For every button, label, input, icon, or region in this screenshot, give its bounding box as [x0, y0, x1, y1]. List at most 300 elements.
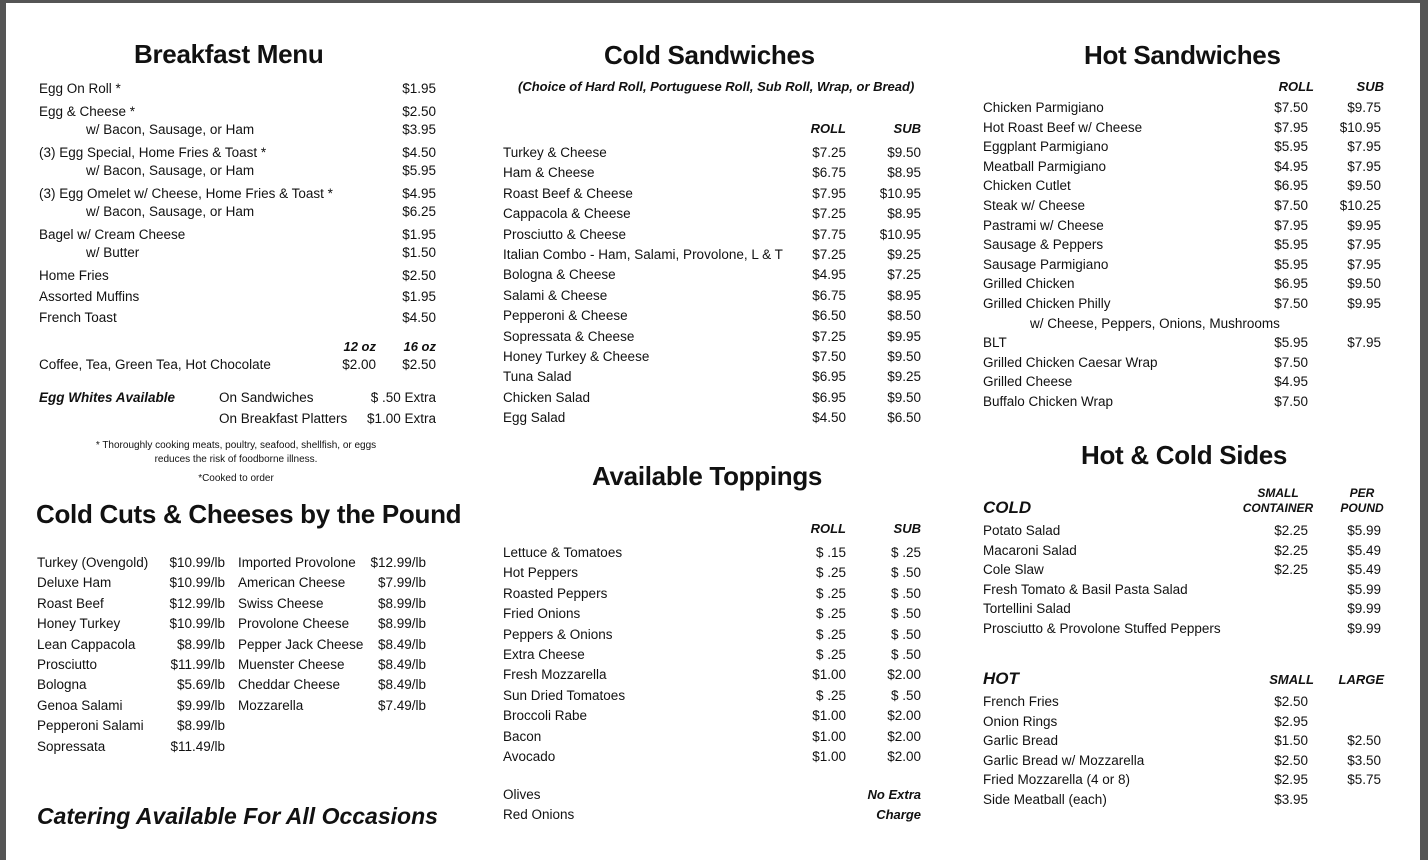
coldcut-meat-row	[37, 553, 237, 573]
cold-sandwich-name: Roast Beef & Cheese	[503, 185, 633, 201]
topping-row	[503, 686, 923, 706]
foodborne-disclaimer-line1: * Thoroughly cooking meats, poultry, seafood, shellfish, or eggs	[95, 440, 377, 451]
breakfast-item-name: Egg On Roll *	[39, 81, 121, 96]
hot-sandwich-roll-price: $6.95	[1274, 178, 1308, 194]
cold-side-row	[983, 580, 1388, 600]
hot-side-small-price: $2.50	[1274, 694, 1308, 709]
hot-sandwich-roll-price: $5.95	[1274, 237, 1308, 253]
topping-name: Avocado	[503, 749, 556, 764]
cold-sandwich-row	[503, 225, 923, 245]
cold-sandwich-roll-price: $6.50	[812, 308, 846, 324]
egg-whites-price-2: $1.00 Extra	[366, 411, 436, 426]
topping-name: Peppers & Onions	[503, 626, 613, 642]
cold-sandwich-row	[503, 408, 923, 428]
cold-sandwich-name: Turkey & Cheese	[503, 145, 607, 160]
topping-roll-price: $ .15	[815, 545, 846, 560]
coldcuts-title: Cold Cuts & Cheeses by the Pound	[36, 499, 462, 529]
breakfast-item-name: Assorted Muffins	[39, 289, 140, 304]
cold-sandwich-row	[503, 184, 923, 204]
hot-sandwich-roll-price: $7.95	[1274, 119, 1308, 135]
hot-sandwich-name: BLT	[983, 335, 1007, 351]
cold-sandwich-row	[503, 306, 923, 326]
cold-side-pound-price: $5.99	[1347, 523, 1381, 538]
cold-sandwich-row	[503, 327, 923, 347]
hot-roll-header: ROLL	[1278, 79, 1314, 94]
cold-side-small-price: $2.25	[1274, 523, 1308, 538]
topping-sub-price: $ .50	[890, 585, 921, 601]
cold-sides-label: COLD	[983, 498, 1032, 517]
topping-sub-price: $ .25	[890, 545, 921, 560]
topping-sub-price: $ .50	[890, 647, 921, 662]
topping-sub-price: $ .50	[890, 626, 921, 642]
cold-sandwich-name: Egg Salad	[503, 410, 566, 426]
free-topping-label: Red Onions	[503, 807, 575, 822]
topping-row	[503, 584, 923, 604]
drinks-name: Coffee, Tea, Green Tea, Hot Chocolate	[39, 357, 271, 372]
sides-title: Hot & Cold Sides	[1081, 440, 1288, 470]
breakfast-item-price: $4.50	[402, 310, 436, 325]
breakfast-item-name: French Toast	[39, 310, 117, 325]
coldcut-meat-price: $10.99/lb	[169, 555, 225, 570]
hot-sandwich-name: Grilled Chicken	[983, 276, 1075, 292]
hot-sandwich-row	[983, 157, 1388, 177]
hot-side-row	[983, 751, 1388, 771]
breakfast-item-name: w/ Bacon, Sausage, or Ham	[86, 122, 255, 137]
cold-sandwich-sub-price: $9.25	[887, 369, 921, 385]
hot-sandwich-name: Sausage & Peppers	[983, 237, 1104, 253]
breakfast-item-name: Bagel w/ Cream Cheese	[39, 227, 186, 242]
cold-sandwich-roll-price: $7.25	[812, 247, 846, 262]
breakfast-item-name: (3) Egg Special, Home Fries & Toast *	[39, 145, 267, 160]
toppings-roll-header: ROLL	[810, 521, 846, 536]
hot-sandwich-sub-price: $9.50	[1347, 178, 1381, 194]
no-extra-charge-note-1: No Extra	[867, 787, 921, 802]
hot-sandwich-sub-price: $9.95	[1347, 296, 1381, 311]
hot-sandwich-row	[983, 353, 1388, 373]
hot-sandwich-roll-price: $7.50	[1274, 296, 1308, 311]
coldcut-cheese-row	[238, 614, 428, 634]
topping-name: Extra Cheese	[503, 647, 585, 662]
breakfast-item	[39, 287, 439, 307]
hot-sandwich-sub-price: $9.95	[1347, 217, 1381, 233]
breakfast-item	[39, 161, 439, 181]
per-pound-header	[1332, 486, 1392, 516]
hot-side-row	[983, 692, 1388, 712]
coldcut-meat-price: $5.69/lb	[176, 677, 225, 693]
cold-sandwich-name: Prosciutto & Cheese	[503, 226, 627, 242]
cold-sandwich-roll-price: $7.95	[812, 185, 846, 201]
cold-side-pound-price: $9.99	[1347, 621, 1381, 636]
cold-sandwich-row	[503, 367, 923, 387]
hot-sandwich-roll-price: $4.95	[1274, 374, 1308, 390]
coldcut-cheese-price: $7.99/lb	[377, 575, 426, 591]
cold-sandwich-row	[503, 265, 923, 285]
hot-side-small-price: $2.95	[1274, 772, 1308, 788]
breakfast-item-name: w/ Butter	[86, 245, 140, 260]
coldcut-cheese-row	[238, 635, 428, 655]
size-12oz-header: 12 oz	[343, 339, 376, 354]
breakfast-item	[39, 79, 439, 99]
topping-roll-price: $1.00	[812, 667, 846, 683]
hot-side-name: Fried Mozzarella (4 or 8)	[983, 772, 1131, 788]
coldcut-meat-name: Honey Turkey	[37, 616, 121, 632]
coldcut-meat-name: Lean Cappacola	[37, 636, 136, 652]
cold-sandwich-name: Honey Turkey & Cheese	[503, 349, 650, 364]
topping-roll-price: $ .25	[815, 565, 846, 581]
breakfast-item-name: w/ Bacon, Sausage, or Ham	[86, 163, 255, 178]
hot-side-name: French Fries	[983, 694, 1059, 709]
cold-sandwich-roll-price: $7.50	[812, 349, 846, 364]
coldcut-meat-row	[37, 635, 237, 655]
topping-roll-price: $1.00	[812, 749, 846, 764]
coldcut-meat-row	[37, 655, 237, 675]
coldcut-meat-price: $8.99/lb	[176, 636, 225, 652]
cold-sandwich-roll-price: $7.25	[812, 328, 846, 344]
topping-name: Lettuce & Tomatoes	[503, 545, 623, 560]
egg-whites-option-2: On Breakfast Platters	[219, 411, 348, 426]
hot-sandwich-name: Buffalo Chicken Wrap	[983, 394, 1114, 409]
drinks-price-12oz: $2.00	[342, 357, 376, 372]
coldcut-cheese-name: Cheddar Cheese	[238, 677, 341, 693]
coldcut-cheese-price: $7.49/lb	[377, 697, 426, 713]
cold-sandwich-sub-price: $9.25	[887, 247, 921, 262]
cold-side-row	[983, 619, 1388, 639]
hot-sandwich-row	[983, 392, 1388, 412]
coldcut-meat-price: $11.49/lb	[170, 738, 225, 754]
hot-sandwiches-title: Hot Sandwiches	[1084, 40, 1281, 70]
hot-side-name: Garlic Bread	[983, 733, 1059, 749]
coldcut-meat-price: $11.99/lb	[170, 657, 225, 672]
hot-sandwich-name: Steak w/ Cheese	[983, 198, 1086, 213]
hot-sandwich-roll-price: $4.95	[1274, 158, 1308, 174]
breakfast-item	[39, 143, 439, 163]
coldcut-cheese-price: $8.99/lb	[377, 616, 426, 632]
hot-side-small-price: $1.50	[1274, 733, 1308, 749]
cold-sandwich-sub-price: $8.95	[887, 287, 921, 303]
breakfast-item	[39, 120, 439, 140]
coldcut-cheese-row	[238, 696, 428, 716]
cold-side-row	[983, 599, 1388, 619]
breakfast-item-price: $3.95	[402, 122, 436, 137]
breakfast-item-price: $4.50	[402, 145, 436, 160]
cold-side-pound-price: $9.99	[1347, 601, 1381, 617]
hot-sandwich-sub-price: $7.95	[1347, 237, 1381, 253]
hot-sandwich-name: Chicken Cutlet	[983, 178, 1071, 194]
cold-sandwich-roll-price: $7.25	[812, 206, 846, 222]
egg-whites-row-1	[39, 388, 439, 408]
cold-sandwich-sub-price: $6.50	[887, 410, 921, 426]
egg-whites-price-1: $ .50 Extra	[370, 390, 436, 405]
hot-sandwich-sub-price: $9.50	[1347, 276, 1381, 292]
coldcut-cheese-row	[238, 573, 428, 593]
coldcut-meat-price: $12.99/lb	[169, 595, 225, 611]
hot-sandwich-name: Hot Roast Beef w/ Cheese	[983, 119, 1143, 135]
hot-side-small-price: $2.95	[1274, 713, 1308, 729]
cold-sandwich-name: Cappacola & Cheese	[503, 206, 631, 222]
coldcut-cheese-name: Muenster Cheese	[238, 657, 345, 672]
cold-side-small-price: $2.25	[1274, 562, 1308, 578]
breakfast-item	[39, 202, 439, 222]
topping-sub-price: $2.00	[887, 667, 921, 683]
coldcut-cheese-price: $8.49/lb	[377, 677, 426, 693]
topping-name: Fresh Mozzarella	[503, 667, 607, 683]
cold-side-name: Macaroni Salad	[983, 542, 1077, 558]
coldcut-cheese-name: Pepper Jack Cheese	[238, 636, 364, 652]
cold-sandwiches-subtitle: (Choice of Hard Roll, Portuguese Roll, Sub Roll, Wrap, or Bread)	[518, 79, 915, 94]
cold-sandwich-roll-price: $6.95	[812, 389, 846, 405]
breakfast-item	[39, 243, 439, 263]
hot-sandwich-row	[983, 176, 1388, 196]
cold-sandwich-name: Salami & Cheese	[503, 287, 608, 303]
breakfast-title: Breakfast Menu	[134, 39, 324, 69]
cold-sandwich-sub-price: $8.50	[887, 308, 921, 324]
topping-roll-price: $ .25	[815, 687, 846, 703]
cold-sandwich-roll-price: $6.75	[812, 287, 846, 303]
cold-sandwich-roll-price: $7.75	[812, 226, 846, 242]
free-topping-label: Olives	[503, 787, 541, 802]
hot-sandwich-sub-price: $7.95	[1347, 139, 1381, 155]
coldcut-meat-row	[37, 675, 237, 695]
coldcut-cheese-price: $12.99/lb	[370, 555, 426, 570]
topping-roll-price: $1.00	[812, 728, 846, 744]
hot-sandwich-name: Eggplant Parmigiano	[983, 139, 1109, 155]
cold-side-row	[983, 541, 1388, 561]
per-header-line: PER	[1349, 486, 1375, 500]
coldcut-meat-name: Sopressata	[37, 738, 106, 754]
hot-sandwich-roll-price: $5.95	[1274, 256, 1308, 272]
hot-side-row	[983, 770, 1388, 790]
hot-sandwich-sub-price: $7.95	[1347, 158, 1381, 174]
hot-sandwich-name: Chicken Parmigiano	[983, 100, 1104, 115]
no-extra-charge-note-2: Charge	[876, 807, 921, 822]
topping-row	[503, 706, 923, 726]
hot-sandwich-row	[983, 294, 1388, 314]
drinks-price-16oz: $2.50	[402, 357, 436, 372]
cold-sandwich-row	[503, 286, 923, 306]
menu-sheet	[6, 3, 1420, 860]
hot-sandwich-row	[983, 216, 1388, 236]
hot-sides-label: HOT	[983, 669, 1019, 688]
coldcut-meat-row	[37, 614, 237, 634]
small-container-header	[1228, 486, 1328, 516]
hot-side-row	[983, 712, 1388, 732]
topping-row	[503, 625, 923, 645]
cold-sandwich-row	[503, 347, 923, 367]
hot-sandwich-roll-price: $7.50	[1274, 354, 1308, 370]
topping-row	[503, 563, 923, 583]
cold-sandwich-sub-price: $9.95	[887, 328, 921, 344]
cooked-to-order-note: *Cooked to order	[198, 473, 274, 484]
cold-sandwich-name: Tuna Salad	[503, 369, 572, 385]
coldcut-cheese-row	[238, 553, 428, 573]
egg-whites-option-1: On Sandwiches	[219, 390, 314, 405]
hot-side-small-price: $3.95	[1274, 792, 1308, 807]
hot-sandwich-name: Grilled Chicken Philly	[983, 296, 1111, 311]
topping-name: Hot Peppers	[503, 565, 579, 581]
cold-side-small-price: $2.25	[1274, 542, 1308, 558]
cold-sandwich-name: Pepperoni & Cheese	[503, 308, 628, 324]
hot-side-large-price: $3.50	[1347, 752, 1381, 768]
hot-sandwich-name: Sausage Parmigiano	[983, 256, 1109, 272]
coldcut-meat-name: Prosciutto	[37, 657, 98, 672]
hot-side-name: Onion Rings	[983, 713, 1058, 729]
hot-sandwich-row	[983, 98, 1388, 118]
hot-sandwich-roll-price: $7.50	[1274, 394, 1308, 409]
cold-sandwich-sub-price: $10.95	[879, 226, 921, 242]
cold-sandwich-name: Bologna & Cheese	[503, 267, 616, 283]
breakfast-item-price: $6.25	[402, 204, 436, 219]
topping-row	[503, 645, 923, 665]
topping-row	[503, 747, 923, 767]
cold-sandwich-sub-price: $8.95	[887, 165, 921, 181]
hot-sandwich-name: Pastrami w/ Cheese	[983, 217, 1104, 233]
coldcut-cheese-price: $8.99/lb	[377, 595, 426, 611]
egg-whites-label: Egg Whites Available	[39, 390, 176, 405]
topping-name: Broccoli Rabe	[503, 708, 588, 724]
cold-side-name: Fresh Tomato & Basil Pasta Salad	[983, 581, 1188, 597]
coldcut-cheese-name: Mozzarella	[238, 697, 304, 713]
topping-roll-price: $ .25	[815, 647, 846, 662]
hot-sandwich-roll-price: $6.95	[1274, 276, 1308, 292]
breakfast-item-price: $2.50	[402, 104, 436, 119]
cold-sandwich-roll-price: $4.95	[812, 267, 846, 283]
coldcut-meat-price: $8.99/lb	[176, 718, 225, 734]
small-header-line: SMALL	[1257, 486, 1299, 500]
hot-sandwich-roll-price: $7.50	[1274, 100, 1308, 115]
topping-sub-price: $2.00	[887, 749, 921, 764]
hot-sandwich-row	[983, 372, 1388, 392]
breakfast-item-name: Home Fries	[39, 268, 109, 283]
hot-sandwich-sub-price: $10.25	[1339, 198, 1381, 213]
hot-sandwich-row	[983, 274, 1388, 294]
cold-sandwich-row	[503, 143, 923, 163]
breakfast-item	[39, 225, 439, 245]
topping-roll-price: $1.00	[812, 708, 846, 724]
size-16oz-header: 16 oz	[403, 339, 436, 354]
topping-sub-price: $2.00	[887, 708, 921, 724]
egg-whites-row-2	[39, 409, 439, 429]
cold-sandwich-row	[503, 163, 923, 183]
cold-sandwich-sub-price: $9.50	[887, 349, 921, 364]
topping-sub-price: $ .50	[890, 687, 921, 703]
breakfast-item	[39, 184, 439, 204]
coldcut-meat-name: Bologna	[37, 677, 87, 693]
coldcut-cheese-name: Swiss Cheese	[238, 595, 324, 611]
topping-sub-price: $ .50	[890, 565, 921, 581]
breakfast-item-price: $1.95	[402, 81, 436, 96]
coldcut-cheese-price: $8.49/lb	[377, 636, 426, 652]
breakfast-item	[39, 266, 439, 286]
hot-sub-header: SUB	[1356, 79, 1384, 94]
coldcut-meat-row	[37, 737, 237, 757]
breakfast-item-price: $1.95	[402, 227, 436, 242]
topping-row	[503, 604, 923, 624]
coldcut-cheese-row	[238, 594, 428, 614]
hot-sandwich-name: Meatball Parmigiano	[983, 158, 1107, 174]
hot-sandwich-sub-price: $10.95	[1339, 119, 1381, 135]
hot-side-name: Side Meatball (each)	[983, 792, 1107, 807]
hot-large-header: LARGE	[1338, 672, 1384, 687]
breakfast-item-name: (3) Egg Omelet w/ Cheese, Home Fries & Toast *	[39, 186, 333, 201]
topping-roll-price: $ .25	[815, 606, 846, 622]
topping-sub-price: $2.00	[887, 728, 921, 744]
coldcut-meat-price: $9.99/lb	[176, 697, 225, 713]
breakfast-item-price: $1.50	[402, 245, 436, 260]
coldcut-meat-price: $10.99/lb	[169, 575, 225, 591]
breakfast-item	[39, 308, 439, 328]
coldcut-meat-row	[37, 716, 237, 736]
toppings-sub-header: SUB	[893, 521, 921, 536]
cold-side-name: Prosciutto & Provolone Stuffed Peppers	[983, 621, 1221, 636]
topping-row	[503, 543, 923, 563]
coldcut-meat-row	[37, 594, 237, 614]
breakfast-item	[39, 102, 439, 122]
coldcut-meat-name: Deluxe Ham	[37, 575, 112, 591]
hot-side-row	[983, 790, 1388, 810]
container-header-line: CONTAINER	[1242, 501, 1314, 515]
breakfast-item-price: $4.95	[402, 186, 436, 201]
toppings-title: Available Toppings	[592, 461, 823, 491]
coldcut-meat-name: Pepperoni Salami	[37, 718, 144, 734]
cold-sandwich-name: Chicken Salad	[503, 389, 591, 405]
cold-sandwich-row	[503, 204, 923, 224]
hot-sandwich-roll-price: $5.95	[1274, 139, 1308, 155]
hot-sandwich-roll-price: $5.95	[1274, 335, 1308, 351]
catering-banner: Catering Available For All Occasions	[37, 803, 438, 829]
cold-side-name: Cole Slaw	[983, 562, 1044, 578]
pound-header-line: POUND	[1340, 501, 1384, 515]
coldcut-cheese-row	[238, 655, 428, 675]
coldcut-meat-name: Roast Beef	[37, 595, 104, 611]
hot-side-large-price: $5.75	[1347, 772, 1381, 788]
coldcut-meat-price: $10.99/lb	[169, 616, 225, 632]
topping-name: Sun Dried Tomatoes	[503, 687, 626, 703]
breakfast-item-price: $5.95	[402, 163, 436, 178]
hot-side-name: Garlic Bread w/ Mozzarella	[983, 752, 1145, 768]
hot-sandwich-row	[983, 314, 1388, 334]
cold-sandwich-sub-price: $10.95	[879, 185, 921, 201]
cold-roll-header: ROLL	[810, 121, 846, 136]
coldcut-cheese-name: American Cheese	[238, 575, 346, 591]
coldcut-cheese-row	[238, 675, 428, 695]
hot-side-small-price: $2.50	[1274, 752, 1308, 768]
cold-sandwich-sub-price: $7.25	[887, 267, 921, 283]
breakfast-item-name: w/ Bacon, Sausage, or Ham	[86, 204, 255, 219]
topping-roll-price: $ .25	[815, 585, 846, 601]
cold-side-row	[983, 521, 1388, 541]
coldcut-meat-row	[37, 573, 237, 593]
hot-sandwich-sub-price: $9.75	[1347, 100, 1381, 115]
cold-sandwich-roll-price: $4.50	[812, 410, 846, 426]
breakfast-item-price: $1.95	[402, 289, 436, 304]
hot-sandwich-name: w/ Cheese, Peppers, Onions, Mushrooms	[1030, 315, 1280, 331]
cold-sandwich-row	[503, 245, 923, 265]
cold-sandwich-name: Italian Combo - Ham, Salami, Provolone, L & T	[503, 247, 783, 262]
topping-row	[503, 665, 923, 685]
topping-name: Roasted Peppers	[503, 585, 608, 601]
hot-sandwich-roll-price: $7.50	[1274, 198, 1308, 213]
hot-sandwich-sub-price: $7.95	[1347, 256, 1381, 272]
cold-sandwich-roll-price: $6.95	[812, 369, 846, 385]
coldcut-cheese-name: Imported Provolone	[238, 555, 356, 570]
hot-sandwich-sub-price: $7.95	[1347, 335, 1381, 351]
hot-sandwich-row	[983, 333, 1388, 353]
cold-sandwich-row	[503, 388, 923, 408]
coldcut-meat-name: Turkey (Ovengold)	[37, 555, 149, 570]
breakfast-item-price: $2.50	[402, 268, 436, 283]
hot-sandwich-row	[983, 118, 1388, 138]
cold-side-pound-price: $5.99	[1347, 581, 1381, 597]
